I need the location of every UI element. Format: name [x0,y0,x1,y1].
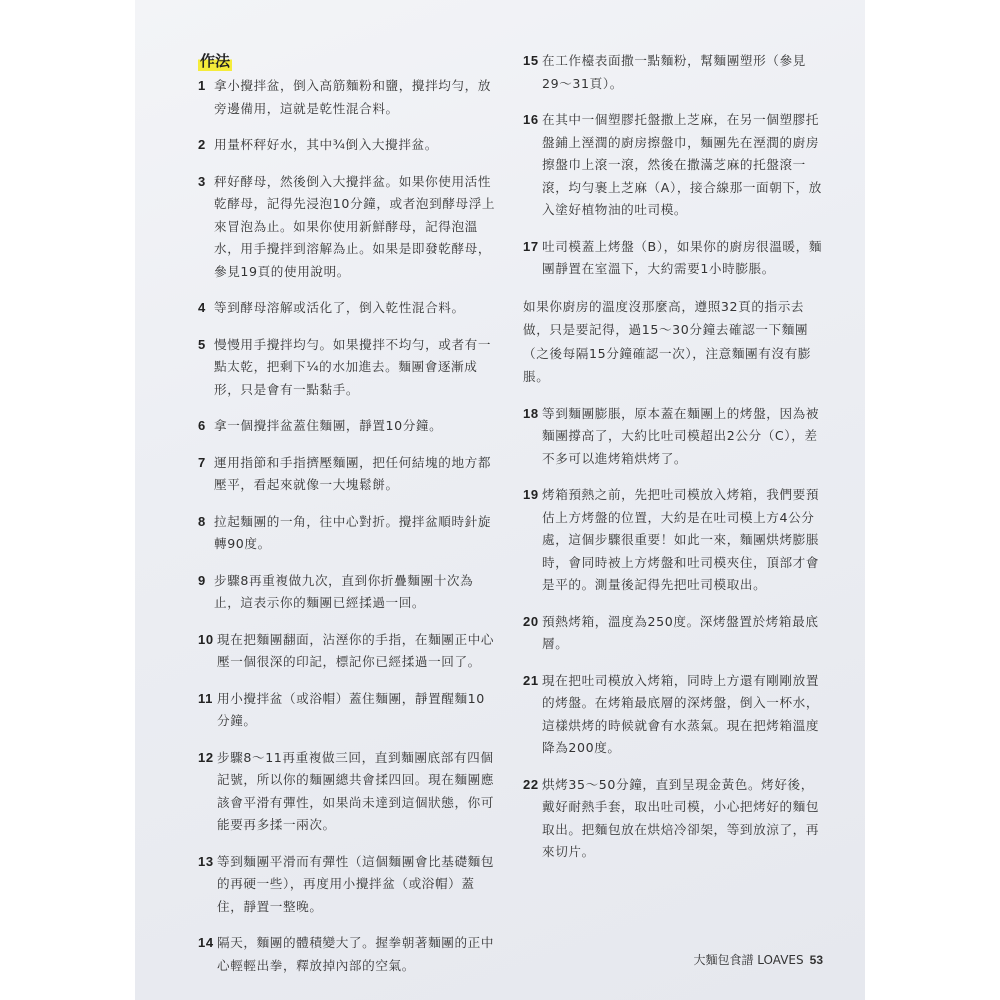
step-item [198,688,498,733]
step-text: 烘烤35～50分鐘，直到呈現金黃色。烤好後，戴好耐熱手套，取出吐司模，小心把烤好的麵包取出。把麵包放在烘焙冷卻架，等到放涼了，再來切片。 [542,776,820,859]
step-text: 運用指節和手指擠壓麵團，把任何結塊的地方都壓平，看起來就像一大塊鬆餅。 [214,454,492,492]
step-text: 現在把吐司模放入烤箱，同時上方還有剛剛放置的烤盤。在烤箱最底層的深烤盤，倒入一杯水，這樣烘烤的時候就會有水蒸氣。現在把烤箱溫度降為200度。 [542,672,820,755]
step-item [523,670,823,760]
step-item [523,774,823,864]
step-number: 22 [523,776,539,792]
step-item [523,50,823,95]
step-item [523,109,823,222]
step-item [198,334,498,402]
step-text: 預熱烤箱，溫度為250度。深烤盤置於烤箱最底層。 [542,613,819,651]
step-number: 15 [523,53,539,68]
step-item [198,747,498,837]
step-text: 拿小攪拌盆，倒入高筋麵粉和鹽，攪拌均勻，放旁邊備用，這就是乾性混合料。 [214,78,492,116]
step-text: 拿一個攪拌盆蓋住麵團，靜置10分鐘。 [214,418,443,433]
step-text: 用量杯秤好水，其中¾倒入大攪拌盆。 [214,137,438,152]
steps-list-right-a [523,50,823,281]
step-number: 4 [198,300,206,315]
step-item [198,415,498,438]
step-number: 6 [198,418,206,433]
step-number: 7 [198,454,206,470]
step-item [523,484,823,597]
step-number: 20 [523,613,539,629]
step-item [198,134,498,157]
step-number: 10 [198,631,214,647]
step-number: 16 [523,112,539,127]
page-footer [693,951,823,968]
step-item [523,236,823,281]
left-column [198,50,498,991]
step-item [198,570,498,615]
step-number: 13 [198,853,214,869]
book-page [135,0,865,1000]
step-text: 在其中一個塑膠托盤撒上芝麻，在另一個塑膠托盤鋪上溼潤的廚房擦盤巾，麵團先在溼潤的廚房擦盤巾上滾一滾，然後在撒滿芝麻的托盤滾一滾，均勻裹上芝麻（A），接合線那一面朝下，放入塗好植物油的吐司模。 [542,112,822,217]
step-text: 在工作檯表面撒一點麵粉，幫麵團塑形（參見29～31頁）。 [542,53,806,91]
right-column [523,50,823,878]
steps-list-left [198,75,498,977]
step-number: 19 [523,487,539,502]
page-number: 53 [809,953,823,967]
step-number: 18 [523,405,539,421]
step-item [198,932,498,977]
step-text: 等到麵團膨脹，原本蓋在麵團上的烤盤，因為被麵團撐高了，大約比吐司模超出2公分（C），差不多可以進烤箱烘烤了。 [542,405,820,466]
step-item [198,171,498,284]
note-paragraph: 如果你廚房的溫度沒那麼高，遵照32頁的指示去做，只是要記得，過15～30分鐘去確認一下麵團（之後每隔15分鐘確認一次），注意麵團有沒有膨脹。 [523,298,811,384]
step-item [198,851,498,919]
step-item [198,629,498,674]
step-item [198,452,498,497]
step-text: 拉起麵團的一角，往中心對折。攪拌盆順時針旋轉90度。 [214,513,492,551]
step-item [523,611,823,656]
step-number: 1 [198,78,206,93]
step-text: 現在把麵團翻面，沾溼你的手指，在麵團正中心壓一個很深的印記，標記你已經揉過一回了。 [217,631,495,669]
step-item [198,511,498,556]
step-text: 隔天，麵團的體積變大了。握拳朝著麵團的正中心輕輕出拳，釋放掉內部的空氣。 [217,935,495,973]
steps-list-right-b [523,403,823,864]
step-text: 吐司模蓋上烤盤（B），如果你的廚房很溫暖，麵團靜置在室溫下，大約需要1小時膨脹。 [542,238,823,276]
step-text: 秤好酵母，然後倒入大攪拌盆。如果你使用活性乾酵母，記得先浸泡10分鐘，或者泡到酵母浮上來冒泡為止。如果你使用新鮮酵母，記得泡溫水，用手攪拌到溶解為止。如果是即發乾酵母，參見19頁的使用說明。 [214,173,496,279]
step-text: 用小攪拌盆（或浴帽）蓋住麵團，靜置醒麵10分鐘。 [217,690,485,728]
step-number: 11 [198,690,213,706]
step-number: 2 [198,137,206,152]
step-item [198,297,498,320]
step-number: 14 [198,935,214,950]
step-number: 9 [198,572,206,588]
step-number: 5 [198,336,206,352]
step-text: 等到麵團平滑而有彈性（這個麵團會比基礎麵包的再硬一些），再度用小攪拌盆（或浴帽）蓋住，靜置一整晚。 [217,853,495,914]
step-text: 慢慢用手攪拌均勻。如果攪拌不均勻，或者有一點太乾，把剩下¼的水加進去。麵團會逐漸成形，只是會有一點黏手。 [214,336,492,397]
step-number: 12 [198,749,214,765]
step-number: 3 [198,173,206,189]
book-title: 大麵包食譜 LOAVES [693,953,804,967]
step-text: 烤箱預熱之前，先把吐司模放入烤箱，我們要預估上方烤盤的位置，大約是在吐司模上方4公分處，這個步驟很重要！如此一來，麵團烘烤膨脹時，會同時被上方烤盤和吐司模夾住，頂部才會是平的。測量後記得先把吐司模取出。 [542,487,820,592]
step-text: 步驟8再重複做九次，直到你折疊麵團十次為止，這表示你的麵團已經揉過一回。 [214,572,474,610]
section-heading: 作法 [200,52,231,70]
step-number: 21 [523,672,539,688]
step-item [198,75,498,120]
step-number: 17 [523,238,539,254]
step-text: 步驟8～11再重複做三回，直到麵團底部有四個記號，所以你的麵團總共會揉四回。現在麵團應該會平滑有彈性，如果尚未達到這個狀態，你可能要再多揉一兩次。 [217,749,495,832]
step-item [523,403,823,471]
step-text: 等到酵母溶解或活化了，倒入乾性混合料。 [214,300,465,315]
step-number: 8 [198,513,206,529]
